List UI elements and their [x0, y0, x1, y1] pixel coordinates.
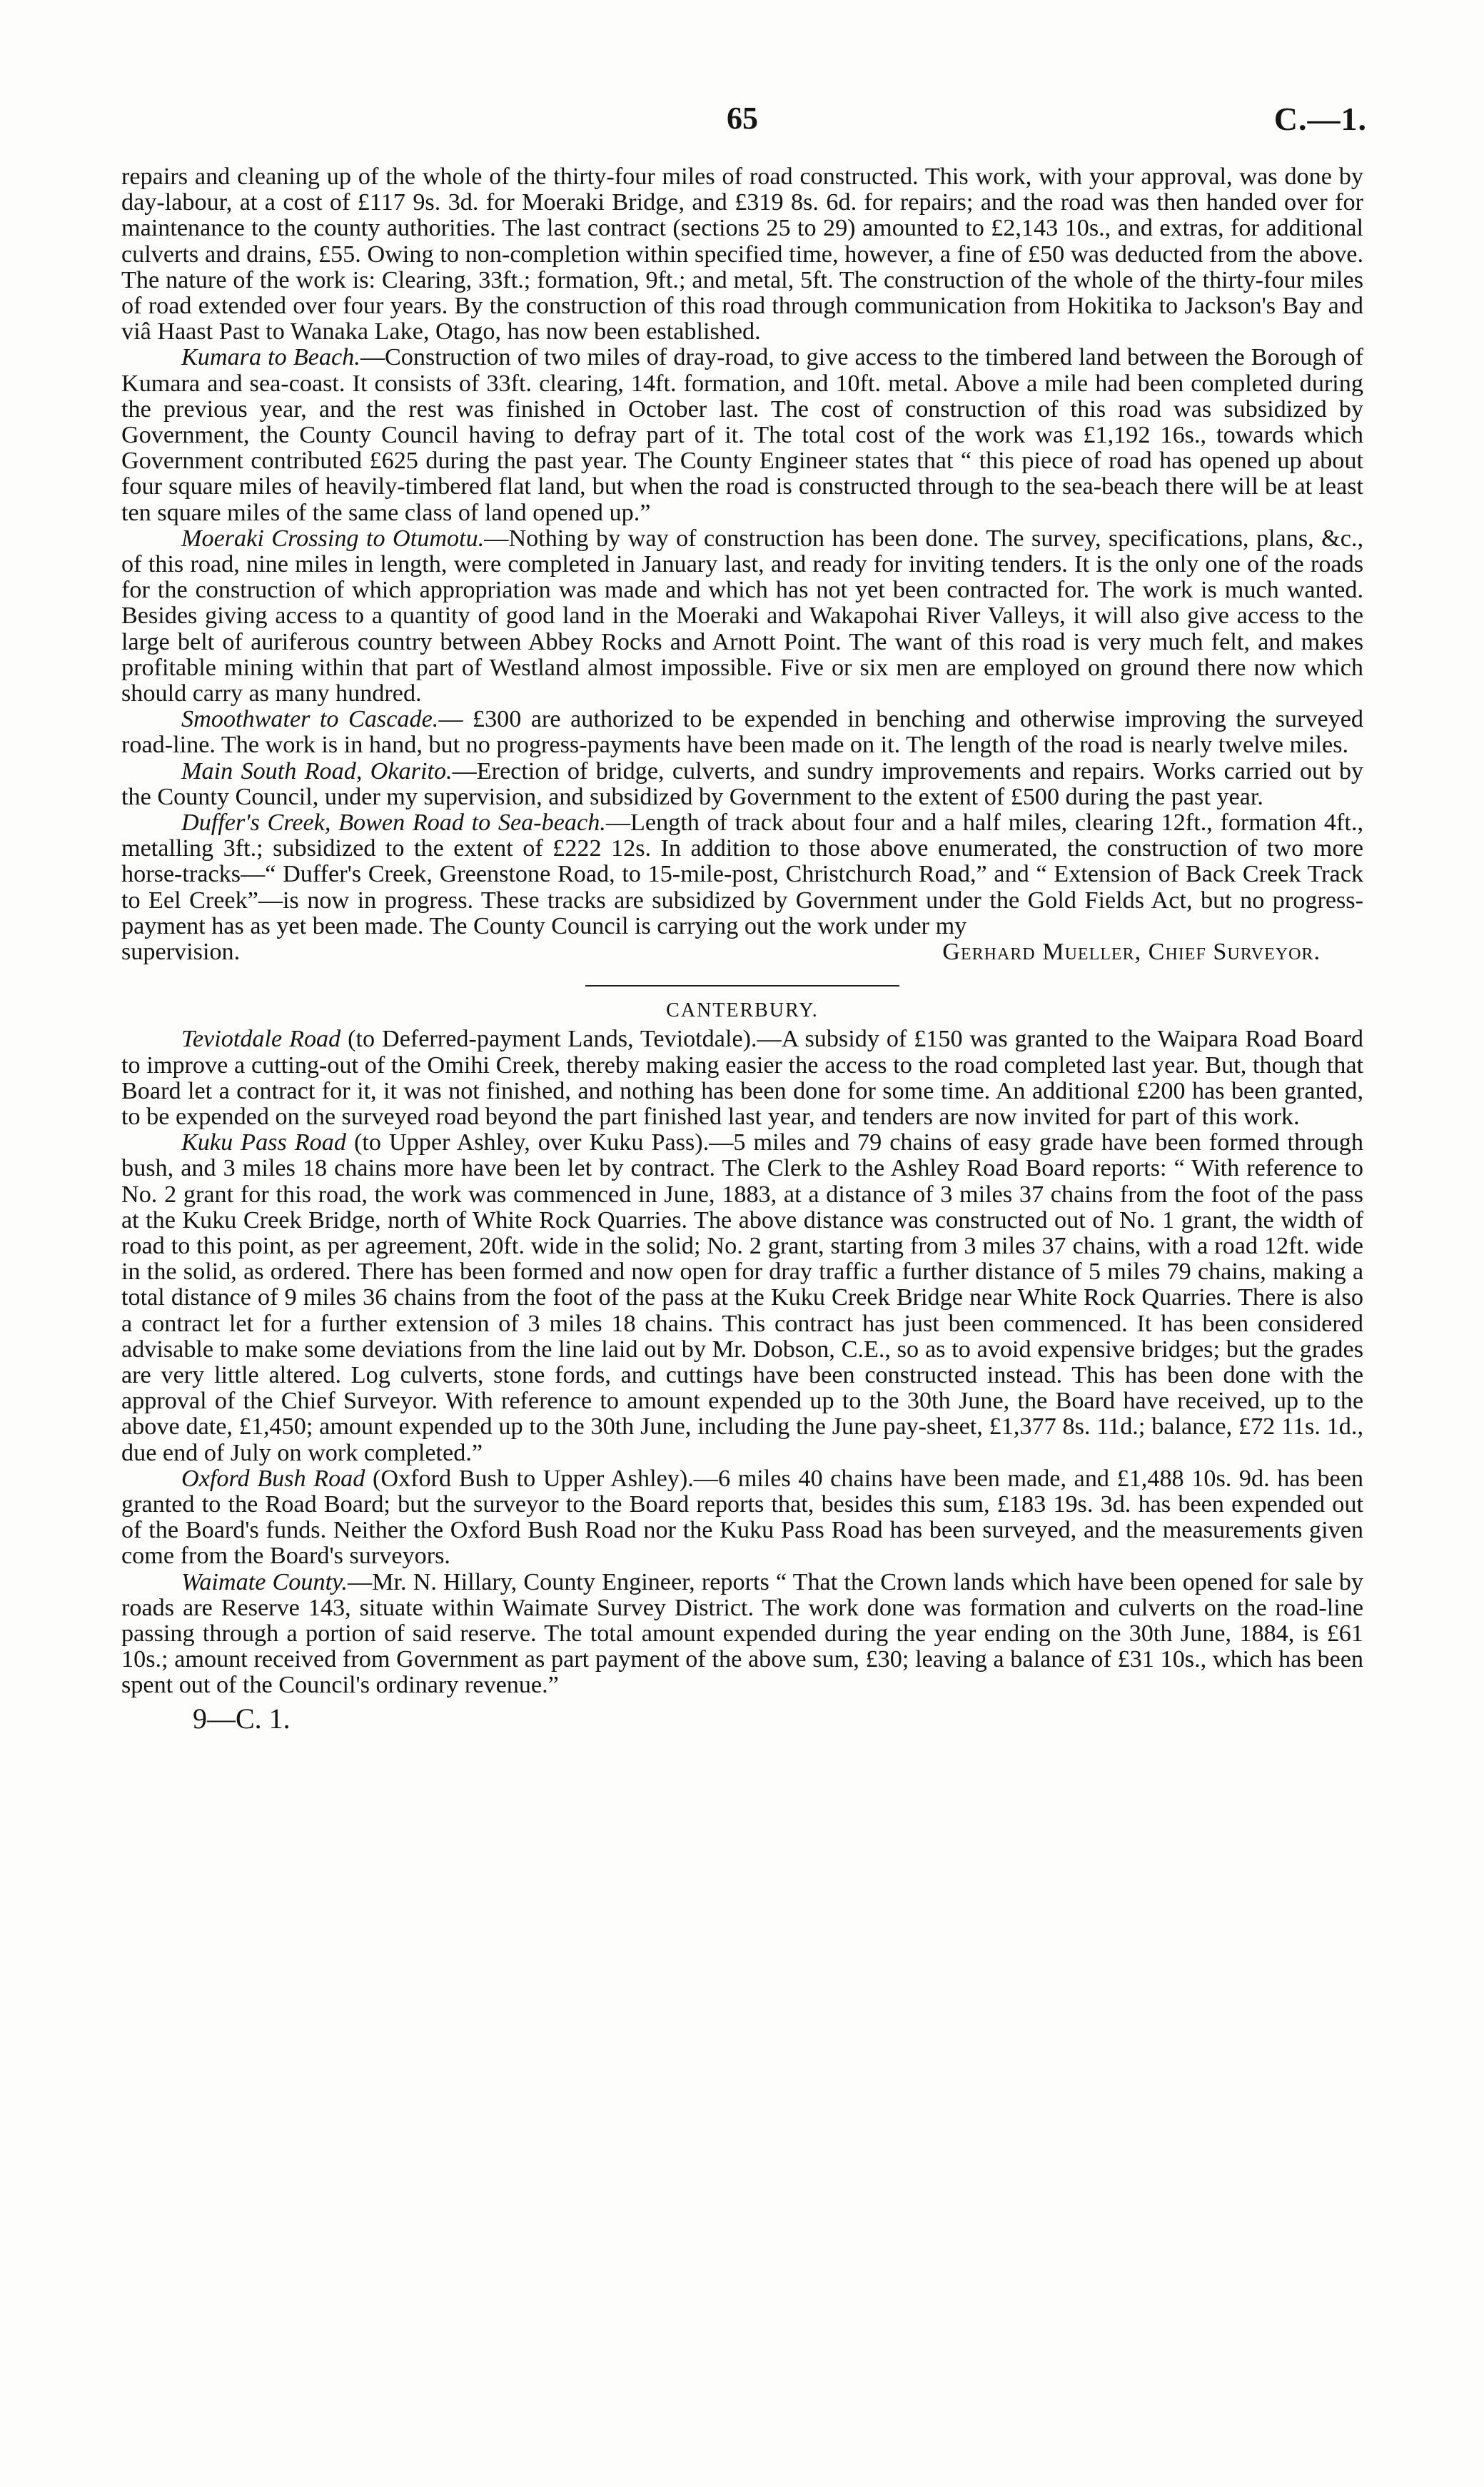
paragraph-text: —Length of track about four and a half miles, clearing 12ft., formation 4ft., metalling 3ft.; subsidized to the extent of £222 12s. In addition to those above enumerated, the construction of two more horse-tracks—“ Duffer's Creek, Greenstone Road, to 15-mile-post, Christchurch Road,” and “ Extension of Back Creek Track to Eel Creek”—is now in progress. These tracks are subsidized by Government under the Gold Fields Act, but no progress-payment has as yet been made. The County Council is carrying out the work under my — [121, 809, 1363, 939]
page-number: 65 — [727, 101, 758, 136]
section-heading: CANTERBURY. — [666, 999, 819, 1022]
closing-word: supervision. — [121, 939, 241, 966]
section-divider — [585, 985, 899, 987]
paragraph-kumara — [121, 345, 1363, 525]
paragraph-duffers-creek — [121, 810, 1363, 939]
document-page — [121, 100, 1367, 1735]
paragraph-title: Oxford Bush Road — [181, 1465, 365, 1492]
paragraph-text: (to Upper Ashley, over Kuku Pass).—5 miles and 79 chains of easy grade have been formed through bush, and 3 miles 18 chains more have been let by contract. The Clerk to the Ashley Road Board reports: “ With reference to No. 2 grant for this road, the work was commenced in June, 1883, at a distance of 3 miles 37 chains from the foot of the pass at the Kuku Creek Bridge, north of White Rock Quarries. The above distance was constructed out of No. 1 grant, the width of road to this point, as per agreement, 20ft. wide in the solid; No. 2 grant, starting from 3 miles 37 chains, with a road 12ft. wide in the solid, as ordered. There has been formed and now open for dray traffic a further distance of 5 miles 79 chains, making a total distance of 9 miles 36 chains from the foot of the pass at the Kuku Creek Bridge near White Rock Quarries. There is also a contract let for a further extension of 3 miles 18 chains. This contract has just been commenced. It has been considered advisable to make some deviations from the line laid out by Mr. Dobson, C.E., so as to avoid expensive bridges; but the grades are very little altered. Log culverts, stone fords, and cuttings have been constructed instead. This has been done with the approval of the Chief Surveyor. With reference to amount expended up to the 30th June, the Board have received, up to the above date, £1,450; amount expended up to the 30th June, including the June pay-sheet, £1,377 8s. 11d.; balance, £72 11s. 1d., due end of July on work completed.” — [121, 1129, 1363, 1466]
paragraph-text: (to Deferred-payment Lands, Teviotdale).—A subsidy of £150 was granted to the Waipara Road Board to improve a cutting-out of the Omihi Creek, thereby making easier the access to the road completed last year. But, though that Board let a contract for it, it was not finished, and nothing has been done for some time. An additional £200 has been granted, to be expended on the surveyed road beyond the part finished last year, and tenders are now invited for part of this work. — [121, 1026, 1363, 1130]
surveyor-signature: Gerhard Mueller, Chief Surveyor. — [942, 939, 1321, 966]
paragraph-title: Moeraki Crossing to Otumotu. — [181, 525, 485, 552]
paragraph-text: —Erection of bridge, culverts, and sundry improvements and repairs. Works carried out by the County Council, under my supervision, and subsidized by Government to the extent of £500 during the past year. — [121, 757, 1364, 810]
paragraph-kuku-pass — [121, 1130, 1363, 1466]
intro-paragraph: repairs and cleaning up of the whole of the thirty-four miles of road constructed. This work, with your approval, was done by day-labour, at a cost of £117 9s. 3d. for Moeraki Bridge, and £319 8s. 6d. for repairs; and the road was then handed over for maintenance to the county authorities. The last contract (sections 25 to 29) amounted to £2,143 10s., and extras, for additional culverts and drains, £55. Owing to non-completion within specified time, however, a fine of £50 was deducted from the above. The nature of the work is: Clearing, 33ft.; formation, 9ft.; and metal, 5ft. The construction of the whole of the thirty-four miles of road extended over four years. By the construction of this road through communication from Hokitika to Jackson's Bay and viâ Haast Past to Wanaka Lake, Otago, has now been established. — [121, 163, 1363, 345]
paragraph-waimate — [121, 1570, 1363, 1699]
paragraph-title: Kuku Pass Road — [181, 1129, 346, 1156]
paragraph-moeraki — [121, 526, 1363, 707]
paragraph-title: Main South Road, Okarito. — [181, 757, 453, 785]
paragraph-text: —Nothing by way of construction has been done. The survey, specifications, plans, &c., of this road, nine miles in length, were completed in January last, and ready for inviting tenders. It is the only one of the roads for the construction of which appropriation was made and which has not yet been contracted for. The work is much wanted. Besides giving access to a quantity of good land in the Moeraki and Wakapohai River Valleys, it will also give access to the large belt of auriferous country between Abbey Rocks and Arnott Point. The want of this road is very much felt, and makes profitable mining within that part of Westland almost impossible. Five or six men are employed on ground there now which should carry as many hundred. — [121, 525, 1363, 707]
paragraph-text: — £300 are authorized to be expended in benching and otherwise improving the surveyed road-line. The work is in hand, but no progress-payments have been made on it. The length of the road is nearly twelve miles. — [121, 706, 1363, 759]
signature-mark: 9—C. 1. — [193, 1702, 291, 1735]
paragraph-text: —Mr. N. Hillary, County Engineer, reports “ That the Crown lands which have been opened for sale by roads are Reserve 143, situate within Waimate Survey District. The work done was formation and culverts on the road-line passing through a portion of said reserve. The total amount expended during the year ending on the 30th June, 1884, is £61 10s.; amount received from Government as part payment of the above sum, £30; leaving a balance of £31 10s., which has been spent out of the Council's ordinary revenue.” — [121, 1568, 1363, 1699]
paragraph-title: Smoothwater to Cascade. — [181, 706, 439, 733]
paragraph-title: Teviotdale Road — [181, 1026, 341, 1053]
paragraph-oxford-bush — [121, 1466, 1363, 1570]
canterbury-section — [121, 999, 1363, 1698]
paragraph-smoothwater — [121, 707, 1363, 758]
paragraph-title: Duffer's Creek, Bowen Road to Sea-beach. — [181, 809, 606, 837]
westland-section — [121, 164, 1363, 965]
paragraph-text: (Oxford Bush to Upper Ashley).—6 miles 40 chains have been made, and £1,488 10s. 9d. has been granted to the Road Board; but the surveyor to the Board reports that, besides this sum, £183 19s. 3d. has been expended out of the Board's funds. Neither the Oxford Bush Road nor the Kuku Pass Road has been surveyed, and the measurements given come from the Board's surveyors. — [121, 1465, 1363, 1570]
paragraph-okarito — [121, 759, 1363, 810]
page-header — [121, 100, 1367, 164]
paragraph-teviotdale — [121, 1026, 1363, 1130]
paragraph-title: Kumara to Beach. — [181, 344, 360, 371]
paragraph-text: —Construction of two miles of dray-road, to give access to the timbered land between the Borough of Kumara and sea-coast. It consists of 33ft. clearing, 14ft. formation, and 10ft. metal. Above a mile had been completed during the previous year, and the rest was finished in October last. The cost of construction of this road was subsidized by Government, the County Council having to defray part of it. The total cost of the work was £1,192 16s., towards which Government contributed £625 during the past year. The County Engineer states that “ this piece of road has opened up about four square miles of heavily-timbered flat land, but when the road is constructed through to the sea-beach there will be at least ten square miles of the same class of land opened up.” — [121, 344, 1363, 526]
signature-line — [121, 939, 1363, 965]
document-code: C.—1. — [1273, 101, 1367, 137]
paragraph-title: Waimate County. — [181, 1568, 348, 1595]
